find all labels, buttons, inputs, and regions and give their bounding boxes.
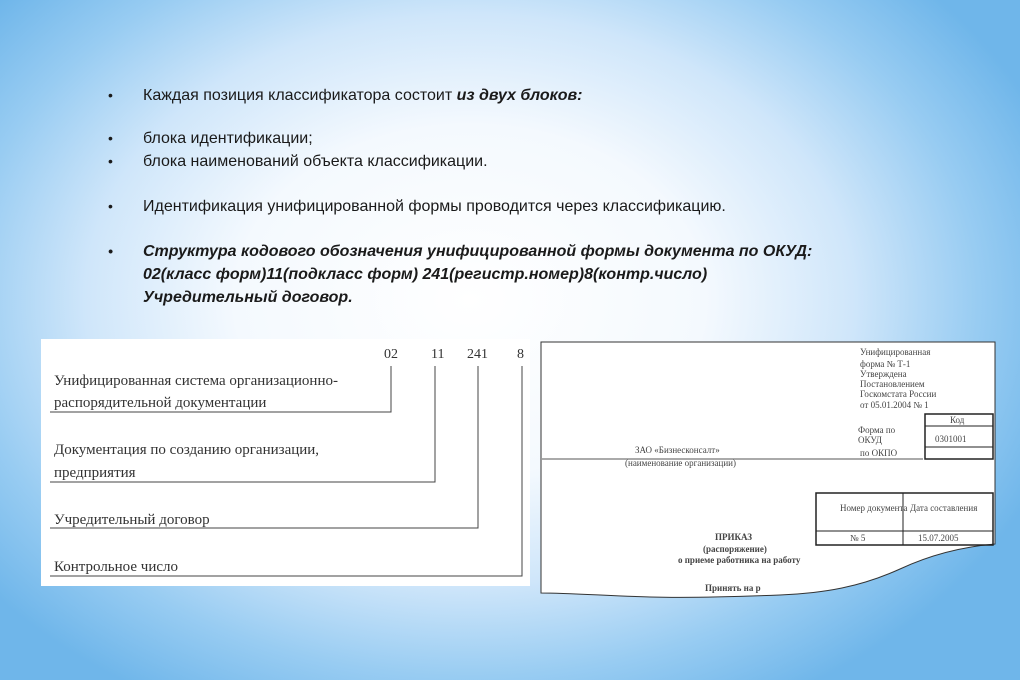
code-structure-svg <box>41 339 530 586</box>
okud-structure-line-2: 02(класс форм)11(подкласс форм) 241(регистр.номер)8(контр.число) <box>143 266 708 283</box>
label-org-docs-line-1: Документация по созданию организации, <box>54 442 320 458</box>
label-org-docs-line-2: предприятия <box>54 465 136 481</box>
okpo-label: по ОКПО <box>860 448 898 458</box>
doc-number-header: Номер документа <box>840 503 908 513</box>
bullet-text: блока наименований объекта классификации. <box>143 153 488 170</box>
label-charter: Учредительный договор <box>54 512 210 528</box>
bullet-text: Каждая позиция классификатора состоит <box>143 87 457 104</box>
form-t1-sample <box>540 341 996 603</box>
org-name: ЗАО «Бизнесконсалт» <box>635 445 720 455</box>
bullet-text: Идентификация унифицированной формы проводится через классификацию. <box>143 198 726 215</box>
label-usord-line-1: Унифицированная система организационно- <box>54 373 338 389</box>
bullet-marker: • <box>108 130 113 146</box>
label-check-number: Контрольное число <box>54 559 178 575</box>
header-line-1: Унифицированная <box>860 347 931 357</box>
doc-date-header: Дата составления <box>910 503 978 513</box>
bullet-okud-structure <box>108 240 968 309</box>
label-usord-line-2: распорядительной документации <box>54 395 267 411</box>
form-t1-svg <box>540 341 996 603</box>
bullet-naming-block <box>108 150 968 173</box>
header-line-6: от 05.01.2004 № 1 <box>860 400 929 410</box>
bullet-text: блока идентификации; <box>143 130 313 147</box>
bullet-identification-block <box>108 127 968 150</box>
order-title: ПРИКАЗ <box>715 532 753 542</box>
bullet-structure <box>108 84 968 107</box>
okud-code-value: 0301001 <box>935 434 967 444</box>
okud-structure-line-3: Учредительный договор. <box>143 289 353 306</box>
bullet-list <box>108 84 968 309</box>
code-registration-number: 241 <box>467 347 488 362</box>
header-line-3: Утверждена <box>860 369 907 379</box>
doc-number-value: № 5 <box>850 533 866 543</box>
header-line-4: Постановлением <box>860 379 925 389</box>
bullet-marker: • <box>108 153 113 169</box>
bullet-identification-method <box>108 195 968 218</box>
okud-structure-line-1: Структура кодового обозначения унифицированной формы документа по ОКУД: <box>143 243 813 260</box>
doc-date-value: 15.07.2005 <box>918 533 959 543</box>
header-line-5: Госкомстата России <box>860 389 937 399</box>
code-subclass: 11 <box>431 347 445 362</box>
org-name-caption: (наименование организации) <box>625 458 736 468</box>
code-header: Код <box>950 415 965 425</box>
order-subject: о приеме работника на работу <box>678 555 801 565</box>
okud-label: ОКУД <box>858 435 882 445</box>
bullet-marker: • <box>108 243 113 259</box>
header-line-2: форма № Т-1 <box>860 359 911 369</box>
bullet-emphasis: из двух блоков: <box>456 87 583 104</box>
bullet-marker: • <box>108 87 113 103</box>
code-structure-diagram <box>41 339 530 586</box>
code-class: 02 <box>384 347 398 362</box>
code-check-digit: 8 <box>517 347 524 362</box>
order-subtitle: (распоряжение) <box>703 544 767 554</box>
order-body-start: Принять на р <box>705 583 761 593</box>
form-by-label: Форма по <box>858 425 896 435</box>
bullet-marker: • <box>108 198 113 214</box>
